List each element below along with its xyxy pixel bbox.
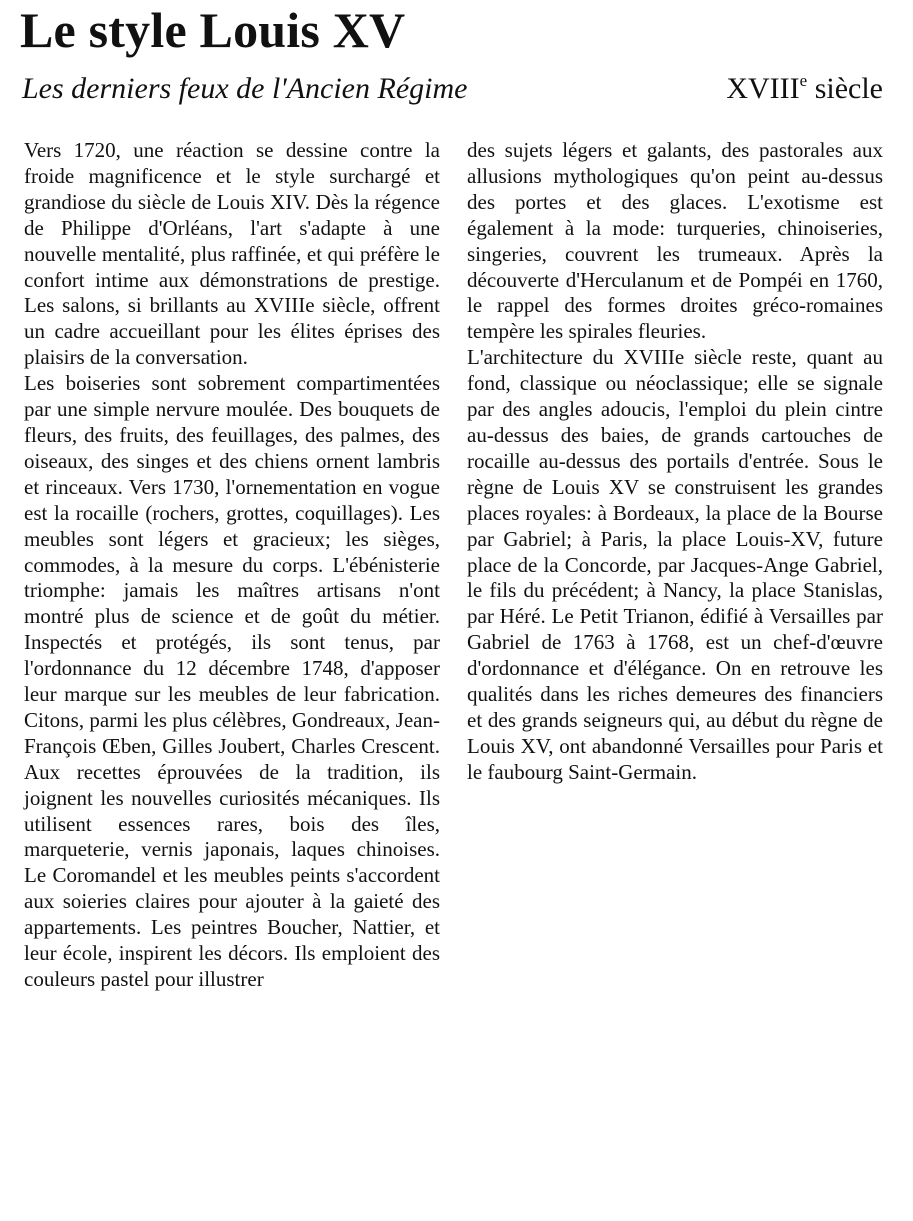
paragraph-exotisme: des sujets légers et galants, des pastorales aux allusions mythologiques qu'on peint au-dessus des portes et des glaces. L'exotisme est également à la mode: turqueries, chinoiseries, singeries, couvrent les trumeaux. Après la découverte d'Herculanum et de Pompéi en 1760, le rappel des formes droites gréco-romaines tempère les spirales fleuries. [467,138,883,344]
text-column-right [467,138,883,786]
page-title: Le style Louis XV [20,2,406,58]
paragraph-intro: Vers 1720, une réaction se dessine contre la froide magnificence et le style surchargé et grandiose du siècle de Louis XIV. Dès la régence de Philippe d'Orléans, l'art s'adapte à une nouvelle mentalité, plus raffinée, et qui préfère le confort intime aux démonstrations de prestige. Les salons, si brillants au XVIIIe siècle, offrent un cadre accueillant pour les élites éprises des plaisirs de la conversation. [24,138,440,370]
century-prefix: XVIII [726,72,800,105]
century-label [726,70,883,108]
text-column-left [24,138,440,993]
page-subtitle: Les derniers feux de l'Ancien Régime [22,72,468,105]
century-superscript: e [799,71,808,90]
century-suffix: siècle [807,72,883,105]
paragraph-architecture: L'architecture du XVIIIe siècle reste, quant au fond, classique ou néoclassique; elle se signale par des angles adoucis, l'emploi du plein cintre au-dessus des baies, de grands cartouches de rocaille au-dessus des portails d'entrée. Sous le règne de Louis XV se construisent les grandes places royales: à Bordeaux, la place de la Bourse par Gabriel; à Paris, la place Louis-XV, future place de la Concorde, par Jacques-Ange Gabriel, le fils du précédent; à Nancy, la place Stanislas, par Héré. Le Petit Trianon, édifié à Versailles par Gabriel de 1763 à 1768, est un chef-d'œuvre d'ordonnance et d'élégance. On en retrouve les qualités dans les riches demeures des financiers et des grands seigneurs qui, au début du règne de Louis XV, ont abandonné Versailles pour Paris et le faubourg Saint-Germain. [467,345,883,784]
paragraph-boiseries: Les boiseries sont sobrement compartimentées par une simple nervure moulée. Des bouquets de fleurs, des fruits, des feuillages, des palmes, des oiseaux, des singes et des chiens ornent lambris et rinceaux. Vers 1730, l'ornementation en vogue est la rocaille (rochers, grottes, coquillages). Les meubles sont légers et gracieux; les sièges, commodes, à la mesure du corps. L'ébénisterie triomphe: jamais les maîtres artisans n'ont montré plus de science et de goût du métier. Inspectés et protégés, ils sont tenus, par l'ordonnance du 12 décembre 1748, d'apposer leur marque sur les meubles de leur fabrication. Citons, parmi les plus célèbres, Gondreaux, Jean-François Œben, Gilles Joubert, Charles Crescent. Aux recettes éprouvées de la tradition, ils joignent les nouvelles curiosités mécaniques. Ils utilisent essences rares, bois des îles, marqueterie, vernis japonais, laques chinoises. Le Coromandel et les meubles peints s'accordent aux soieries claires pour ajouter à la gaieté des appartements. Les peintres Boucher, Nattier, et leur école, inspirent les décors. Ils emploient des couleurs pastel pour illustrer [24,371,440,991]
